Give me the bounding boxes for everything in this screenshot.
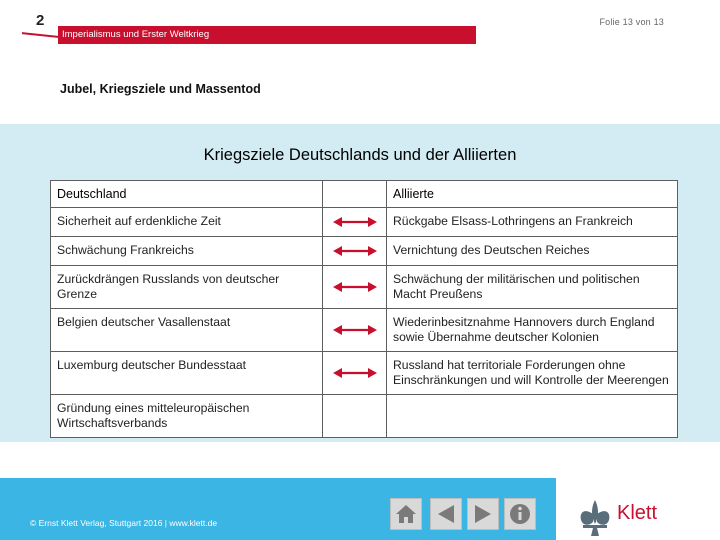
forward-icon xyxy=(468,499,498,529)
back-icon xyxy=(431,499,461,529)
allies-aim: Russland hat territoriale Forderungen ohne Einschränkungen und will Kontrolle der Meerengen xyxy=(387,352,678,395)
arrow-cell xyxy=(323,352,387,395)
table-row xyxy=(51,395,678,438)
allies-aim: Rückgabe Elsass-Lothringens an Frankreich xyxy=(387,208,678,237)
table-row xyxy=(51,237,678,266)
war-aims-table xyxy=(50,180,678,438)
info-icon xyxy=(505,499,535,529)
allies-aim: Schwächung der militärischen und politischen Macht Preußens xyxy=(387,266,678,309)
table-header-row xyxy=(51,181,678,208)
logo-text: Klett xyxy=(617,502,658,524)
home-icon xyxy=(391,499,421,529)
double-arrow-icon xyxy=(333,324,377,336)
klett-lily-icon xyxy=(573,494,617,538)
header-accent-line xyxy=(22,32,58,38)
double-arrow-icon xyxy=(333,281,377,293)
panel-title: Kriegsziele Deutschlands und der Alliierten xyxy=(203,146,517,164)
klett-logo xyxy=(569,490,669,540)
germany-aim: Zurückdrängen Russlands von deutscher Grenze xyxy=(51,266,323,309)
germany-aim: Sicherheit auf erdenkliche Zeit xyxy=(51,208,323,237)
forward-button[interactable] xyxy=(467,498,499,530)
table-row xyxy=(51,352,678,395)
table-row xyxy=(51,309,678,352)
arrow-cell xyxy=(323,266,387,309)
header-allies: Alliierte xyxy=(387,181,678,208)
chapter-title-bar xyxy=(58,26,476,44)
arrow-cell xyxy=(323,309,387,352)
germany-aim: Schwächung Frankreichs xyxy=(51,237,323,266)
germany-aim: Luxemburg deutscher Bundesstaat xyxy=(51,352,323,395)
chapter-number: 2 xyxy=(36,12,45,29)
back-button[interactable] xyxy=(430,498,462,530)
header-germany: Deutschland xyxy=(51,181,323,208)
double-arrow-icon xyxy=(333,245,377,257)
allies-aim: Wiederinbesitznahme Hannovers durch England sowie Übernahme deutscher Kolonien xyxy=(387,309,678,352)
slide-counter: Folie 13 von 13 xyxy=(599,17,664,27)
allies-aim: Vernichtung des Deutschen Reiches xyxy=(387,237,678,266)
germany-aim: Belgien deutscher Vasallenstaat xyxy=(51,309,323,352)
table-row xyxy=(51,208,678,237)
header-spacer xyxy=(323,181,387,208)
home-button[interactable] xyxy=(390,498,422,530)
info-button[interactable] xyxy=(504,498,536,530)
arrow-cell xyxy=(323,208,387,237)
double-arrow-icon xyxy=(333,216,377,228)
arrow-cell xyxy=(323,237,387,266)
allies-aim xyxy=(387,395,678,438)
chapter-title: Imperialismus und Erster Weltkrieg xyxy=(62,29,210,40)
double-arrow-icon xyxy=(333,367,377,379)
slide-subtitle: Jubel, Kriegsziele und Massentod xyxy=(60,82,261,96)
copyright-text: © Ernst Klett Verlag, Stuttgart 2016 | www.klett.de xyxy=(30,518,218,528)
content-panel xyxy=(0,124,720,442)
arrow-cell-empty xyxy=(323,395,387,438)
table-row xyxy=(51,266,678,309)
germany-aim: Gründung eines mitteleuropäischen Wirtschaftsverbands xyxy=(51,395,323,438)
